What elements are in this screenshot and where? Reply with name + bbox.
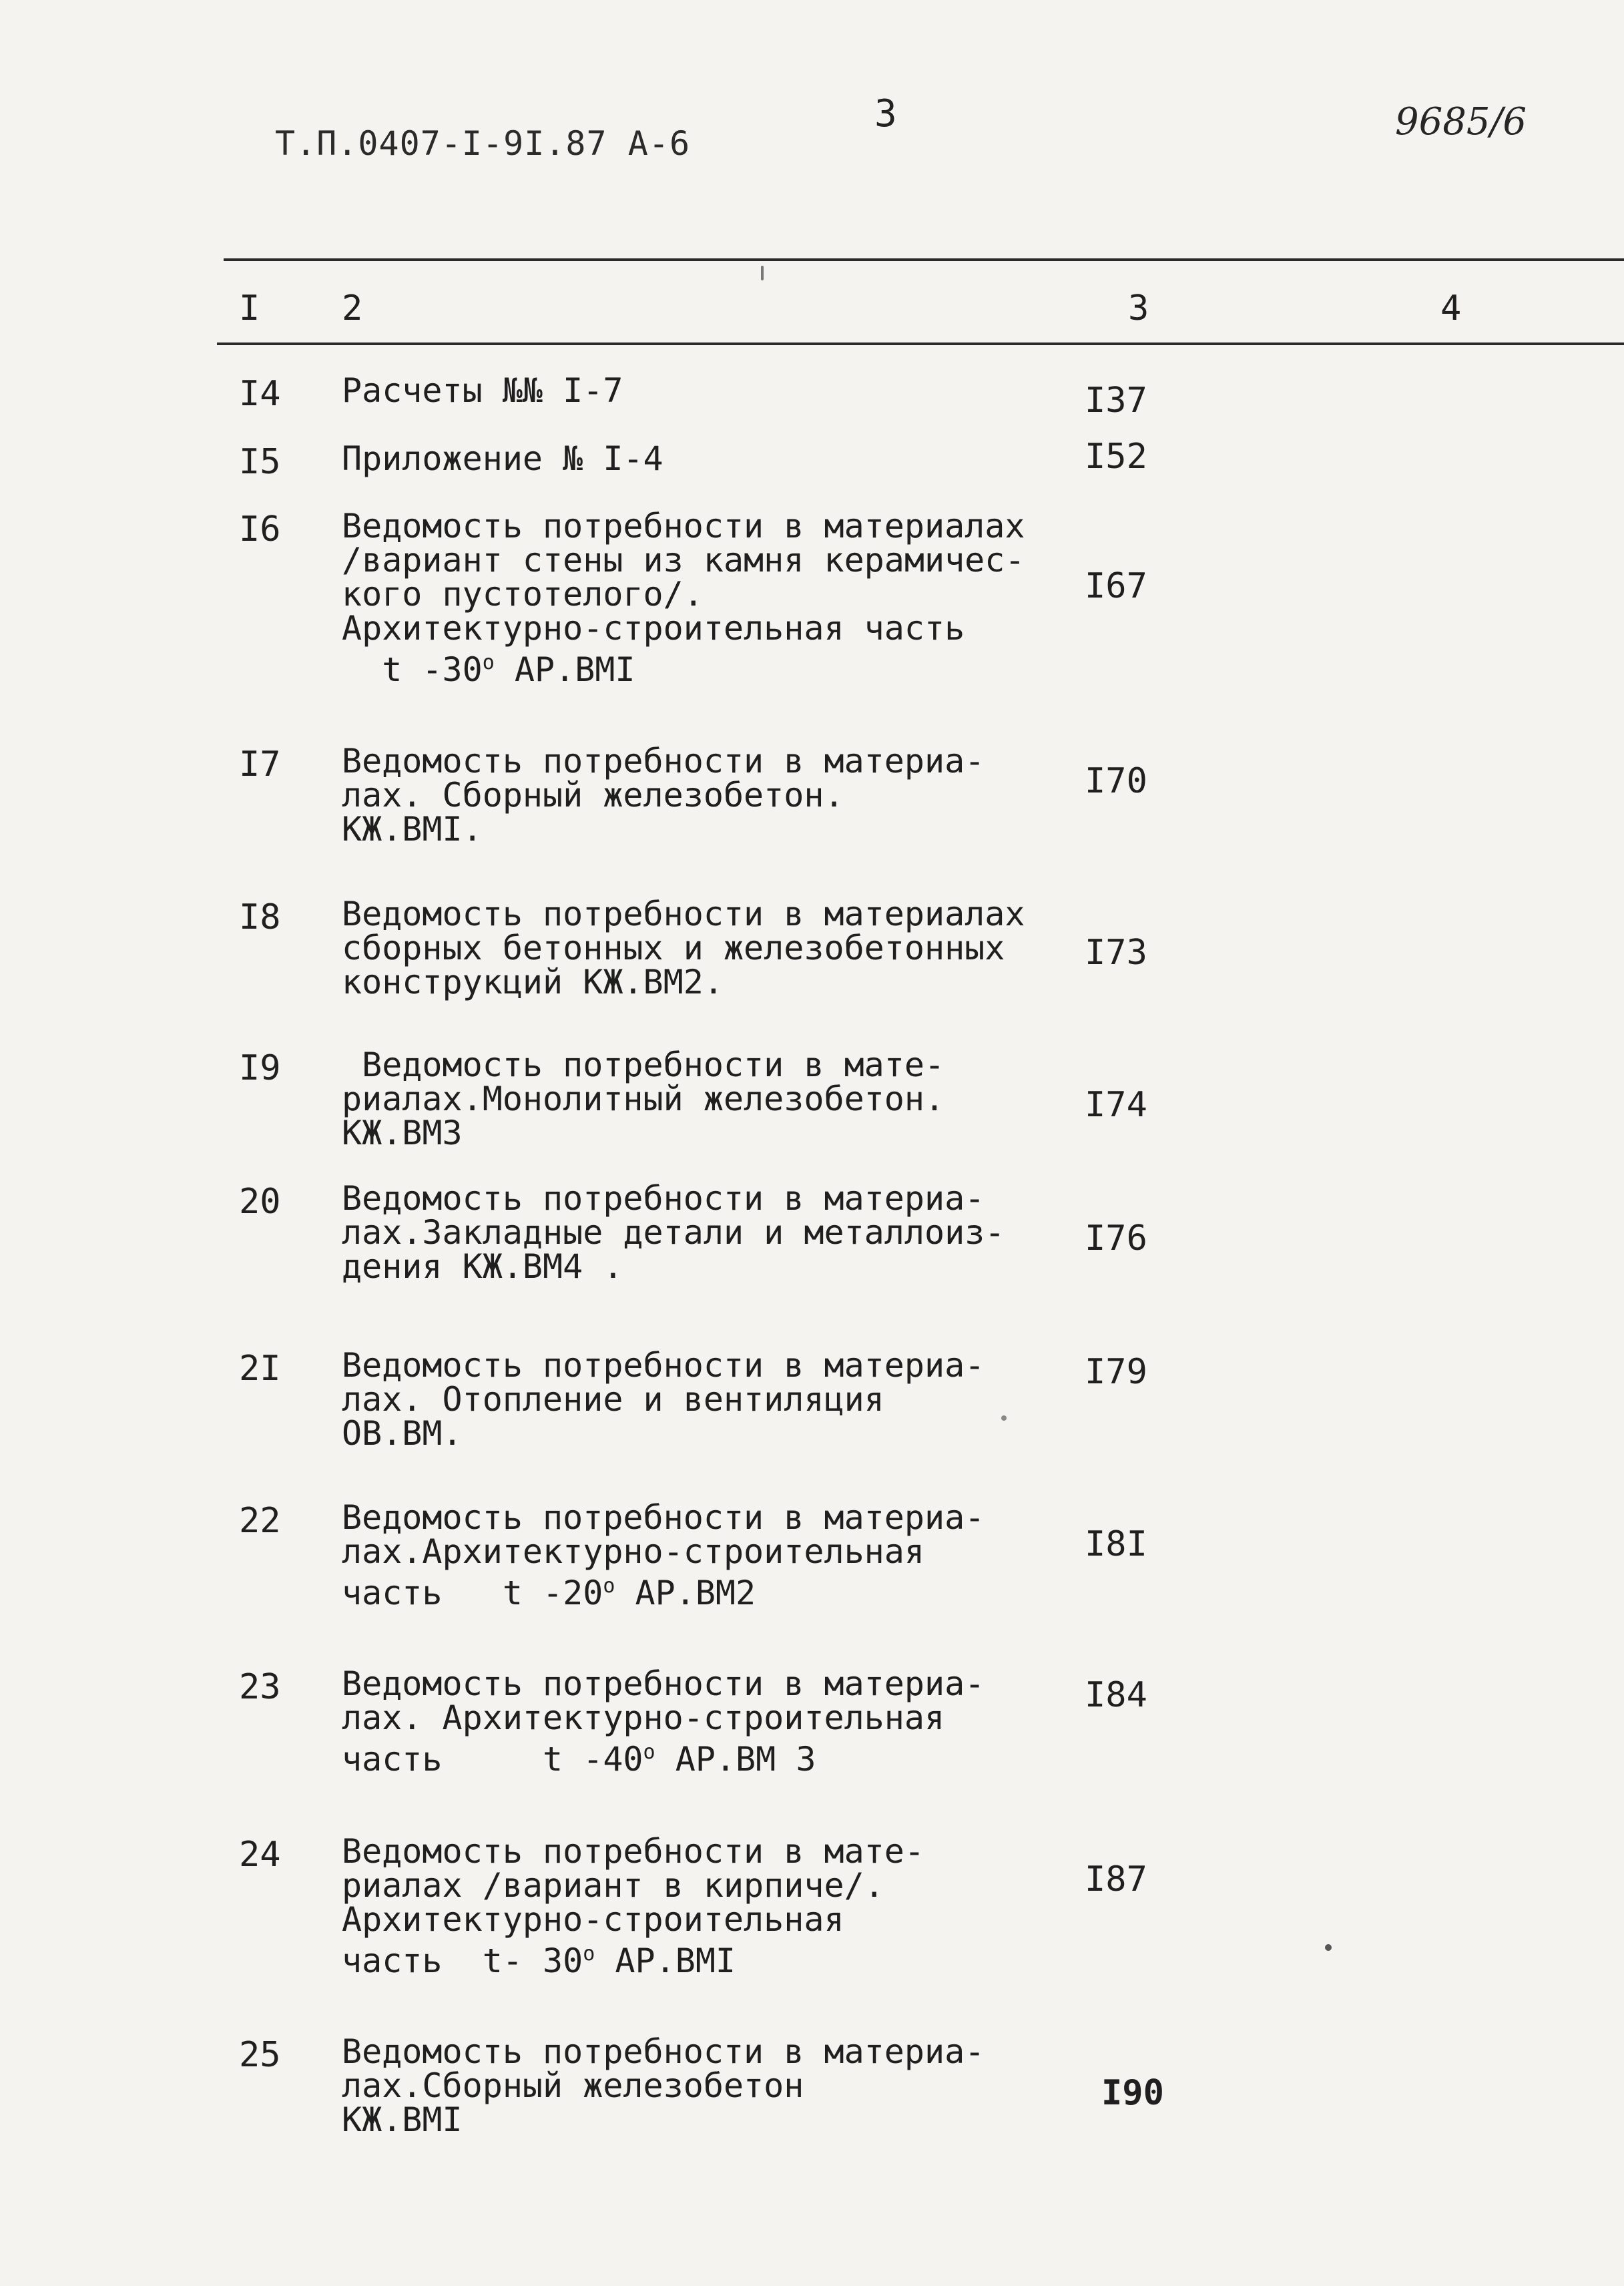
column-header-4: 4	[1440, 288, 1462, 328]
scan-speck	[761, 266, 764, 280]
row-number: I6	[239, 509, 281, 549]
column-header-2: 2	[342, 288, 363, 328]
row-description: Ведомость потребности в материалах /вариант стены из камня керамичес- кого пустотелого/. Архитектурно-строительная часть t -30$^o$ АР.ВМI	[342, 507, 1025, 689]
row-page: I70	[1085, 761, 1147, 801]
row-description: Ведомость потребности в материалах сборных бетонных и железобетонных конструкций КЖ.ВМ2.	[342, 895, 1025, 1001]
page-number: 3	[874, 92, 897, 136]
row-description: Ведомость потребности в материа- лах.Сборный железобетон КЖ.ВМI	[342, 2032, 985, 2139]
row-page: I74	[1085, 1085, 1147, 1125]
table-header-rule	[217, 342, 1624, 345]
row-page: I67	[1085, 566, 1147, 606]
document-code: Т.П.0407-I-9I.87 А-6	[275, 124, 691, 163]
row-description: Ведомость потребности в материа- лах. Сборный железобетон. КЖ.ВМI.	[342, 742, 985, 849]
row-page: I37	[1085, 381, 1147, 421]
row-number: I5	[239, 442, 281, 482]
row-description: Ведомость потребности в материа- лах. Отопление и вентиляция ОВ.ВМ.	[342, 1346, 985, 1453]
row-page: I87	[1085, 1859, 1147, 1899]
row-description: Приложение № I-4	[342, 439, 663, 478]
row-page: I8I	[1085, 1524, 1147, 1564]
scan-speck	[1325, 1944, 1332, 1951]
row-number: 2I	[239, 1349, 281, 1389]
table-top-rule	[224, 258, 1624, 261]
row-page: I90	[1101, 2073, 1164, 2113]
row-number: I7	[239, 744, 281, 784]
row-number: I9	[239, 1048, 281, 1088]
row-page: I79	[1085, 1352, 1147, 1392]
row-page: I84	[1085, 1675, 1147, 1715]
row-number: 22	[239, 1501, 281, 1541]
row-description: Ведомость потребности в материа- лах. Архитектурно-строительная часть t -40$^o$ АР.ВМ 3	[342, 1664, 985, 1779]
row-description: Ведомость потребности в мате- риалах.Монолитный железобетон. КЖ.ВМ3	[342, 1046, 945, 1152]
row-number: I8	[239, 897, 281, 937]
row-description: Ведомость потребности в материа- лах.Закладные детали и металлоиз- дения КЖ.ВМ4 .	[342, 1179, 1005, 1286]
archive-number: 9685/6	[1395, 100, 1527, 144]
row-description: Ведомость потребности в материа- лах.Архитектурно-строительная часть t -20$^o$ АР.ВМ2	[342, 1498, 985, 1612]
row-page: I73	[1085, 933, 1147, 973]
row-description: Расчеты №№ I-7	[342, 371, 623, 410]
row-number: 25	[239, 2035, 281, 2075]
row-page: I76	[1085, 1218, 1147, 1259]
row-number: I4	[239, 374, 281, 414]
row-number: 20	[239, 1182, 281, 1222]
column-header-1: I	[239, 288, 260, 328]
row-number: 23	[239, 1667, 281, 1707]
row-number: 24	[239, 1835, 281, 1875]
scan-speck	[1001, 1415, 1007, 1421]
row-description: Ведомость потребности в мате- риалах /вариант в кирпиче/. Архитектурно-строительная часть t- 30$^o$ АР.ВМI	[342, 1832, 924, 1980]
row-page: I52	[1085, 437, 1147, 477]
column-header-3: 3	[1128, 288, 1149, 328]
